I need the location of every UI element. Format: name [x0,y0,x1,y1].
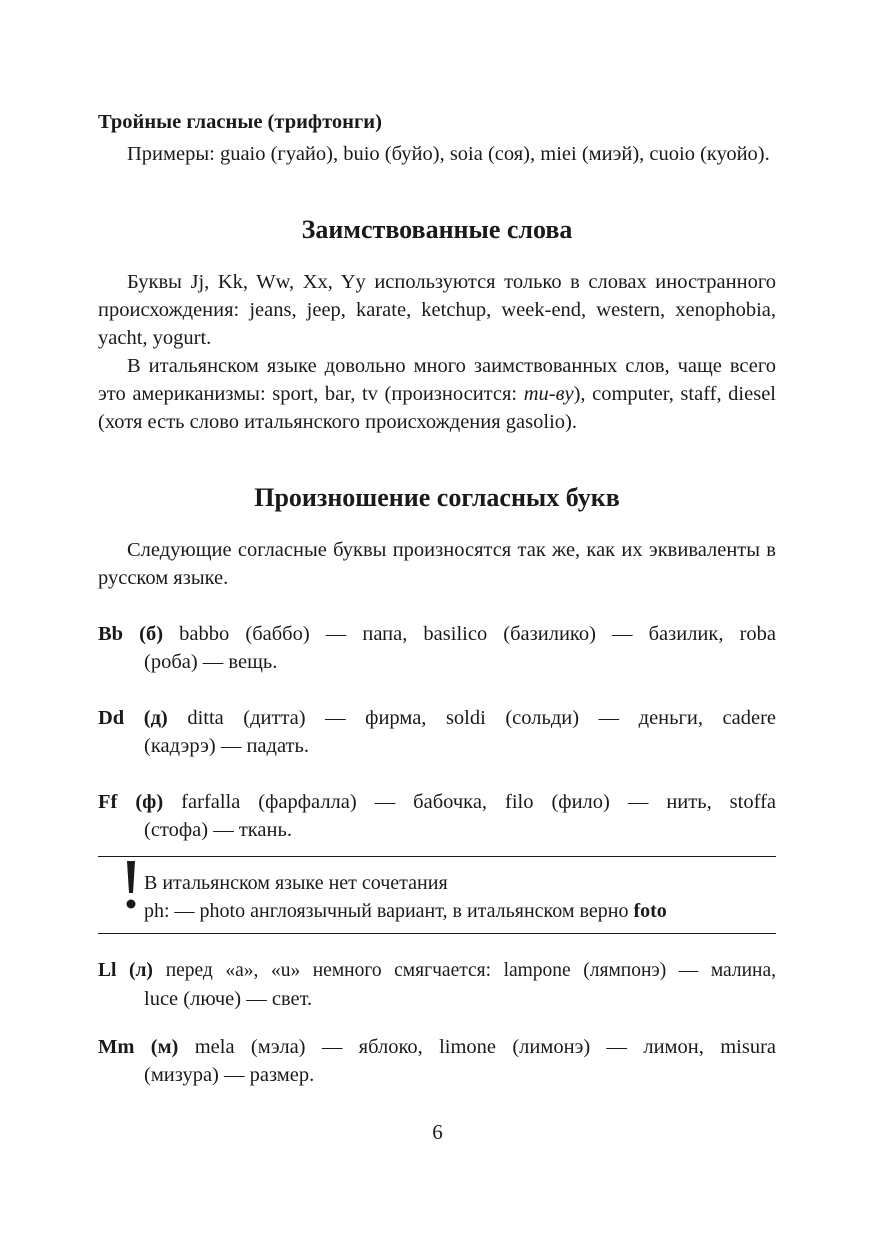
entry-d [98,704,776,760]
entry-text: перед «a», «u» немного смягчается: lampone (лямпонэ) — малина, [165,960,777,981]
note-line-2 [144,897,776,925]
note-text [98,869,776,925]
triphthongs-heading: Тройные гласные (трифтонги) [98,111,382,133]
entry-line-2: (мизура) — размер. [144,1064,315,1086]
para2-text-after: ), computer, staff, diesel (хотя есть слово итальянского происхождения gasolio). [98,383,777,433]
page-number: 6 [432,1120,443,1144]
note-box [98,856,776,934]
entry-line-1 [98,1033,776,1061]
entry-term: Mm (м) [98,1036,179,1058]
note-bold-word: foto [633,900,667,922]
note-line-1: В итальянском языке нет сочетания [144,872,448,894]
borrowed-words-title: Заимствованные слова [301,215,573,244]
entry-f [98,788,776,844]
note-line-2-text: ph: — photo англоязычный вариант, в итальянском верно [144,900,634,922]
entry-l [98,956,776,1013]
entry-line-1 [98,704,776,732]
entry-line-2: (кадэрэ) — падать. [144,735,309,757]
pronunciation-italic: ти-ву [523,383,574,405]
consonants-title: Произношение согласных букв [254,483,620,512]
entry-b [98,620,776,676]
entry-line-1 [98,620,776,648]
entry-text: babbo (баббо) — папа, basilico (базилико) — базилик, roba [179,623,776,645]
entry-line-1 [98,956,776,985]
page-content [98,108,776,1117]
entry-term: Ff (ф) [98,791,164,813]
entry-term: Ll (л) [98,960,153,981]
entry-line-2: luce (люче) — свет. [144,988,313,1010]
entry-text: ditta (дитта) — фирма, soldi (сольди) — деньги, cadere [187,707,776,729]
entry-line-2: (стофа) — ткань. [144,819,292,841]
borrowed-americanisms-paragraph [98,352,776,436]
entry-line-1 [98,788,776,816]
entry-term: Bb (б) [98,623,164,645]
entry-line-2: (роба) — вещь. [144,651,278,673]
triphthongs-examples: Примеры: guaio (гуайо), buio (буйо), soia (соя), miei (миэй), cuoio (куойо). [127,143,770,165]
consonants-intro: Следующие согласные буквы произносятся так же, как их эквиваленты в русском языке. [98,539,776,589]
entry-text: mela (мэла) — яблоко, limone (лимонэ) — лимон, misura [194,1036,776,1058]
entry-m [98,1033,776,1089]
entry-term: Dd (д) [98,707,168,729]
entry-text: farfalla (фарфалла) — бабочка, filo (фило) — нить, stoffa [181,791,776,813]
para2-text-before: В итальянском языке довольно много заимствованных слов, чаще всего это американизмы: sport, bar, tv (произносится: [98,355,776,405]
borrowed-letters-paragraph: Буквы Jj, Kk, Ww, Xx, Yy используются только в словах иностранного происхождения: jeans, jeep, karate, ketchup, week-end, western, xenophobia, yacht, yogurt. [98,271,776,349]
